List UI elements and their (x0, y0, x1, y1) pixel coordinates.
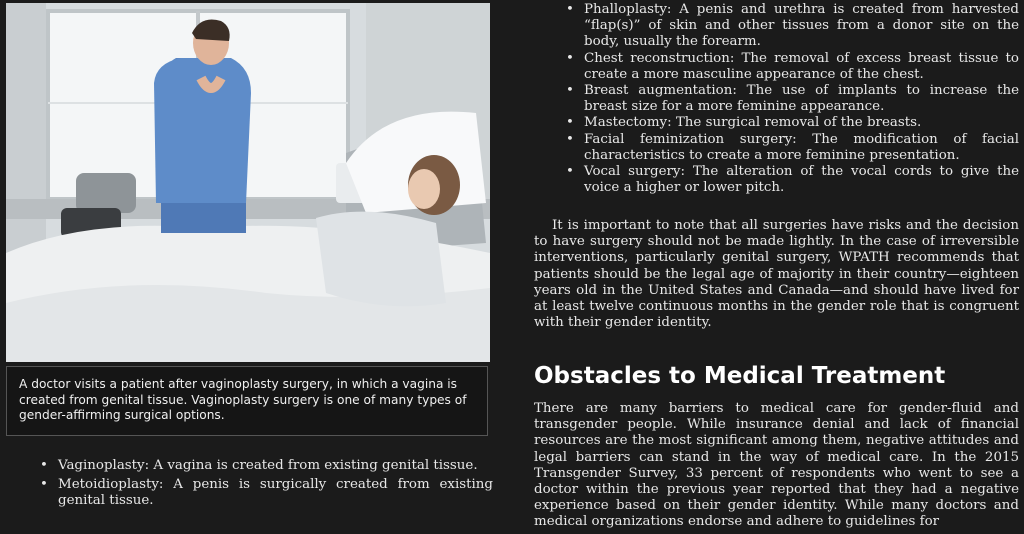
list-item: • Metoidioplasty: A penis is surgically created from existing genital tissue. (38, 477, 493, 509)
obstacles-paragraph: There are many barriers to medical care for gender-fluid and transgender people. While insurance denial and lack of financial resources are the most significant among them, negative attitudes and legal barriers can stand in the way of medical care. In the 2015 Transgender Survey, 33 percent of respondents who went to see a doctor within the previous year reported that they had a negative experience based on their gender identity. While many doctors and medical organizations endorse and adhere to guidelines for (534, 401, 1019, 530)
list-item: • Breast augmentation: The use of implants to increase the breast size for a more feminine appearance. (564, 83, 1019, 115)
section-heading: Obstacles to Medical Treatment (534, 363, 946, 389)
hospital-photo (6, 3, 490, 362)
photo-caption: A doctor visits a patient after vaginoplasty surgery, in which a vagina is created from genital tissue. Vaginoplasty surgery is one of many types of gender-affirming surgical options. (6, 366, 488, 436)
list-item: • Chest reconstruction: The removal of excess breast tissue to create a more masculine appearance of the chest. (564, 51, 1019, 83)
surgery-risks-paragraph: It is important to note that all surgeries have risks and the decision to have surgery should not be made lightly. In the case of irreversible interventions, particularly genital surgery, WPATH recommends that patients should be the legal age of majority in their country—eighteen years old in the United States and Canada—and should have lived for at least twelve continuous months in the gender role that is congruent with their gender identity. (534, 218, 1019, 331)
right-column (534, 0, 1020, 534)
photo-illustration (6, 3, 490, 362)
list-item: • Mastectomy: The surgical removal of the breasts. (564, 115, 1019, 131)
list-item: • Vaginoplasty: A vagina is created from existing genital tissue. (38, 458, 493, 474)
list-item: • Vocal surgery: The alteration of the vocal cords to give the voice a higher or lower pitch. (564, 164, 1019, 196)
surgery-list (564, 2, 1019, 196)
list-item: • Phalloplasty: A penis and urethra is created from harvested “flap(s)” of skin and other tissues from a donor site on the body, usually the forearm. (564, 2, 1019, 51)
left-column (0, 0, 500, 534)
surgery-list-continued (38, 458, 493, 513)
list-item: • Facial feminization surgery: The modification of facial characteristics to create a more feminine presentation. (564, 132, 1019, 164)
